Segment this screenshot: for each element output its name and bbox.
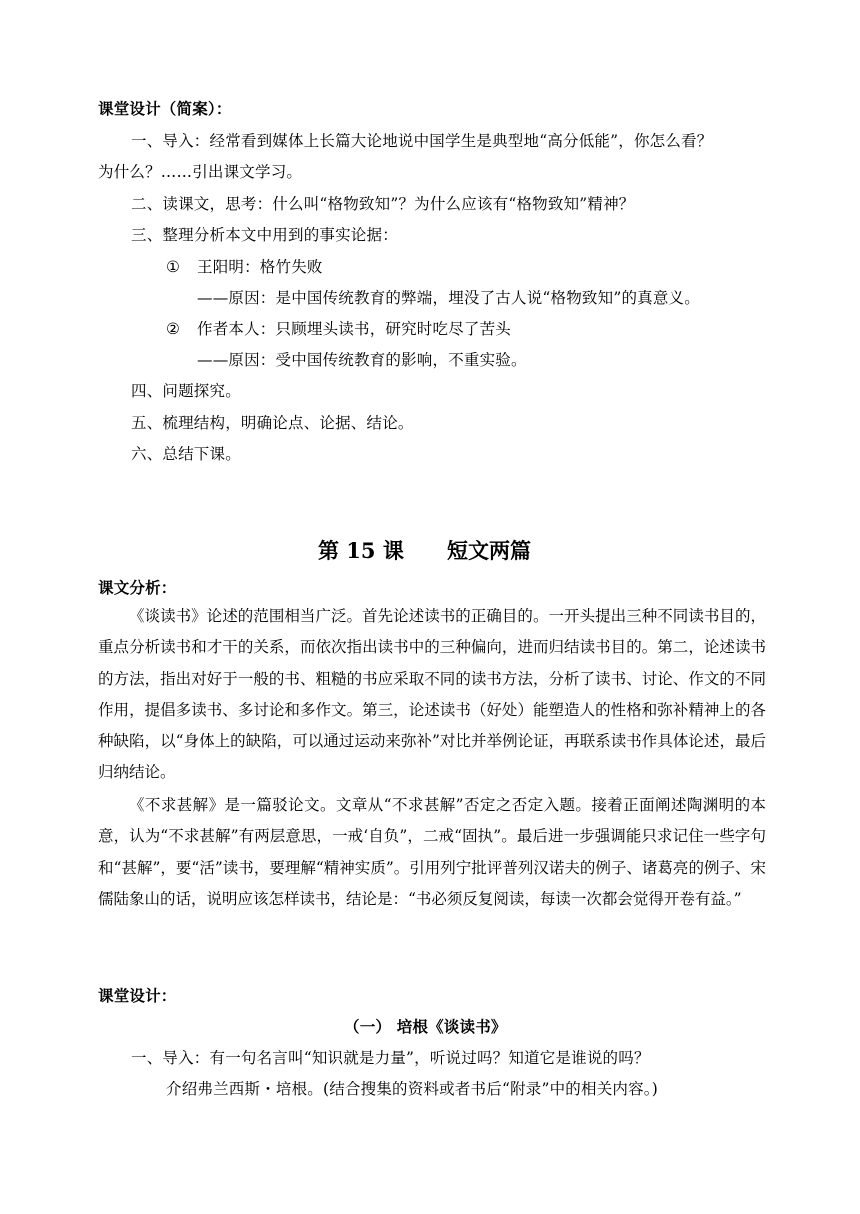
evidence-item-2: 作者本人：只顾埋头读书，研究时吃尽了苦头	[197, 320, 512, 338]
analysis-paragraph-2: 《不求甚解》是一篇驳论文。文章从“不求甚解”否定之否定入题。接着正面阐述陶渊明的本意，认为“不求甚解”有两层意思，一戒‘自负”，二戒“固执”。最后进一步强调能只求记住一些字句和“甚解”，要“活”读书，要理解“精神实质”。引用列宁批评普列汉诺夫的例子、诸葛亮的例子、宋儒陆象山的话，说明应该怎样读书，结论是：“书必须反复阅读，每读一次都会觉得开卷有益。”	[98, 796, 766, 908]
design-brief-line-structure: 五、梳理结构，明确论点、论据、结论。	[131, 414, 414, 432]
design-subtitle: （一） 培根《谈读书》	[344, 1017, 507, 1036]
design-line-intro: 一、导入：有一句名言叫“知识就是力量”，听说过吗？知道它是谁说的吗？	[131, 1049, 650, 1067]
analysis-paragraph-1: 《谈读书》论述的范围相当广泛。首先论述读书的正确目的。一开头提出三种不同读书目的，重点分析读书和才干的关系，而依次指出读书中的三种偏向，进而归结读书目的。第二，论述读书的方法，指出对好于一般的书、粗糙的书应采取不同的读书方法，分析了读书、讨论、作文的不同作用，提倡多读书、多讨论和多作文。第三，论述读书（好处）能塑造人的性格和弥补精神上的各种缺陷，以“身体上的缺陷，可以通过运动来弥补”对比并举例论证，再联系读书作具体论述，最后归纳结论。	[98, 607, 766, 782]
design-brief-line-intro-cont: 为什么？……引出课文学习。	[98, 163, 303, 181]
lesson-number: 第 15 课	[318, 538, 404, 563]
design-brief-line-intro: 一、导入：经常看到媒体上长篇大论地说中国学生是典型地“高分低能”，你怎么看？	[131, 132, 713, 150]
design-brief-line-explore: 四、问题探究。	[131, 382, 241, 400]
evidence-item-1: 王阳明：格竹失败	[197, 258, 323, 276]
lesson-title: 短文两篇	[447, 538, 531, 563]
design-brief-line-summary: 六、总结下课。	[131, 445, 241, 463]
evidence-item-2-reason: ——原因：受中国传统教育的影响，不重实验。	[197, 351, 527, 369]
analysis-heading: 课文分析：	[98, 578, 177, 597]
design-brief-line-read: 二、读课文，思考：什么叫“格物致知”？为什么应该有“格物致知”精神？	[131, 195, 635, 213]
evidence-item-number-1: ①	[166, 258, 181, 276]
design-line-bacon: 介绍弗兰西斯・培根。(结合搜集的资料或者书后“附录”中的相关内容。)	[166, 1080, 658, 1098]
evidence-item-number-2: ②	[166, 320, 181, 338]
design-brief-heading: 课堂设计（简案）：	[98, 99, 232, 118]
design-brief-line-evidence: 三、整理分析本文中用到的事实论据：	[131, 226, 398, 244]
design-heading: 课堂设计：	[98, 986, 177, 1005]
evidence-item-1-reason: ——原因：是中国传统教育的弊端，埋没了古人说“格物致知”的真意义。	[197, 289, 700, 307]
